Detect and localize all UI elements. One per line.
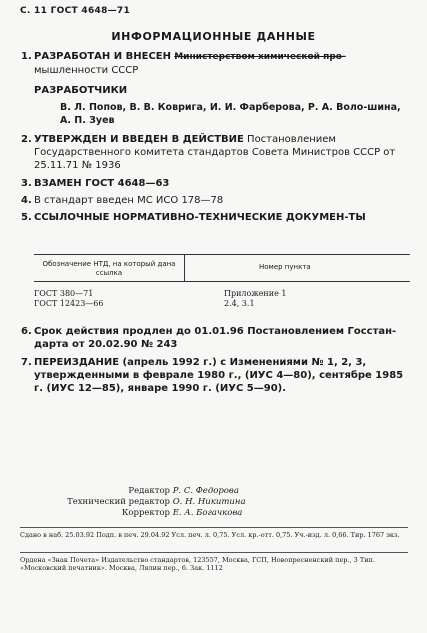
item-1-heading: РАЗРАБОТАН И ВНЕСЕН: [34, 51, 171, 62]
editor-line: [0, 508, 427, 519]
print-info: Сдано в наб. 25.03.92 Подп. в печ. 29.04.92 Усл. печ. л. 0,75. Усл. кр.-отт. 0,75. Уч.-изд. л. 0,66. Тир. 1767 экз.: [20, 531, 400, 539]
developers-heading: РАЗРАБОТЧИКИ: [34, 85, 128, 96]
developers-names: В. Л. Попов, В. В. Коврига, И. И. Фарберова, Р. А. Воло-шина, А. П. Зуев: [60, 102, 401, 126]
editor-label: Корректор: [121, 508, 170, 518]
item-2-heading: УТВЕРЖДЕН И ВВЕДЕН В ДЕЙСТВИЕ: [34, 134, 244, 145]
item-6: [21, 325, 410, 351]
item-6-text: Срок действия продлен до 01.01.96 Постановлением Госстан-дарта от 20.02.90 № 243: [34, 326, 397, 350]
table-cell-point: 2.4, 3.1: [224, 299, 255, 308]
footer-rule: [20, 552, 408, 553]
item-1-struck-text: Министерством химической про-: [174, 52, 346, 62]
editor-line: [0, 497, 427, 508]
item-1-number: 1.: [21, 51, 32, 62]
item-7-number: 7.: [21, 357, 32, 368]
item-7-text: (апрель 1992 г.) с Изменениями № 1, 2, 3, утвержденными в феврале 1980 г., (ИУС 4—80), сентябре 1985 г. (ИУС 12—85), январе 1990 г. (ИУС 5—90).: [34, 357, 404, 394]
publisher-info: Ордена «Знак Почета» Издательство стандартов, 123557, Москва, ГСП, Новопресненский пер., 3 Тип. «Московский печатник». Москва, Лялин пер., 6. Зак. 1112: [20, 556, 375, 572]
item-5: [21, 211, 410, 224]
table-cell-doc: ГОСТ 12423—66: [34, 299, 104, 308]
editor-name: Р. С. Федорова: [172, 486, 239, 496]
editors-block: [0, 486, 427, 519]
table-cell-point: Приложение 1: [224, 289, 287, 298]
table-header: [34, 255, 410, 282]
item-5-text: ССЫЛОЧНЫЕ НОРМАТИВНО-ТЕХНИЧЕСКИЕ ДОКУМЕН-ТЫ: [34, 212, 366, 223]
page-title: ИНФОРМАЦИОННЫЕ ДАННЫЕ: [111, 30, 316, 43]
item-5-number: 5.: [21, 212, 32, 223]
table-row: [34, 289, 410, 299]
editor-line: [0, 486, 427, 497]
item-3-number: 3.: [21, 178, 32, 189]
table-header-doc: Обозначение НТД, на который дана ссылка: [34, 255, 185, 281]
page-header: С. 11 ГОСТ 4648—71: [20, 6, 131, 16]
editor-name: О. Н. Никитина: [172, 497, 246, 507]
item-3: [21, 177, 410, 190]
item-4-number: 4.: [21, 195, 32, 206]
editor-label: Технический редактор: [67, 497, 170, 507]
item-2-text: Постановлением Государственного комитета стандартов Совета Министров СССР от 25.11.71 № 1936: [34, 134, 396, 171]
table-row: [34, 299, 410, 309]
item-7: [21, 356, 410, 395]
item-1-line2: мышленности СССР: [34, 65, 139, 76]
item-2: [21, 133, 410, 172]
item-7-heading: ПЕРЕИЗДАНИЕ: [34, 357, 120, 368]
editor-name: Е. А. Богачкова: [172, 508, 243, 518]
item-4-text: В стандарт введен МС ИСО 178—78: [34, 195, 224, 206]
table-cell-doc: ГОСТ 380—71: [34, 289, 94, 298]
reference-table: [34, 254, 410, 309]
item-3-text: ВЗАМЕН ГОСТ 4648—63: [34, 178, 170, 189]
item-1: [21, 50, 410, 77]
editor-label: Редактор: [128, 486, 170, 496]
item-6-number: 6.: [21, 326, 32, 337]
footer-rule: [20, 527, 408, 528]
item-4: [21, 194, 410, 207]
item-2-number: 2.: [21, 134, 32, 145]
table-header-point: Номер пункта: [259, 263, 311, 271]
